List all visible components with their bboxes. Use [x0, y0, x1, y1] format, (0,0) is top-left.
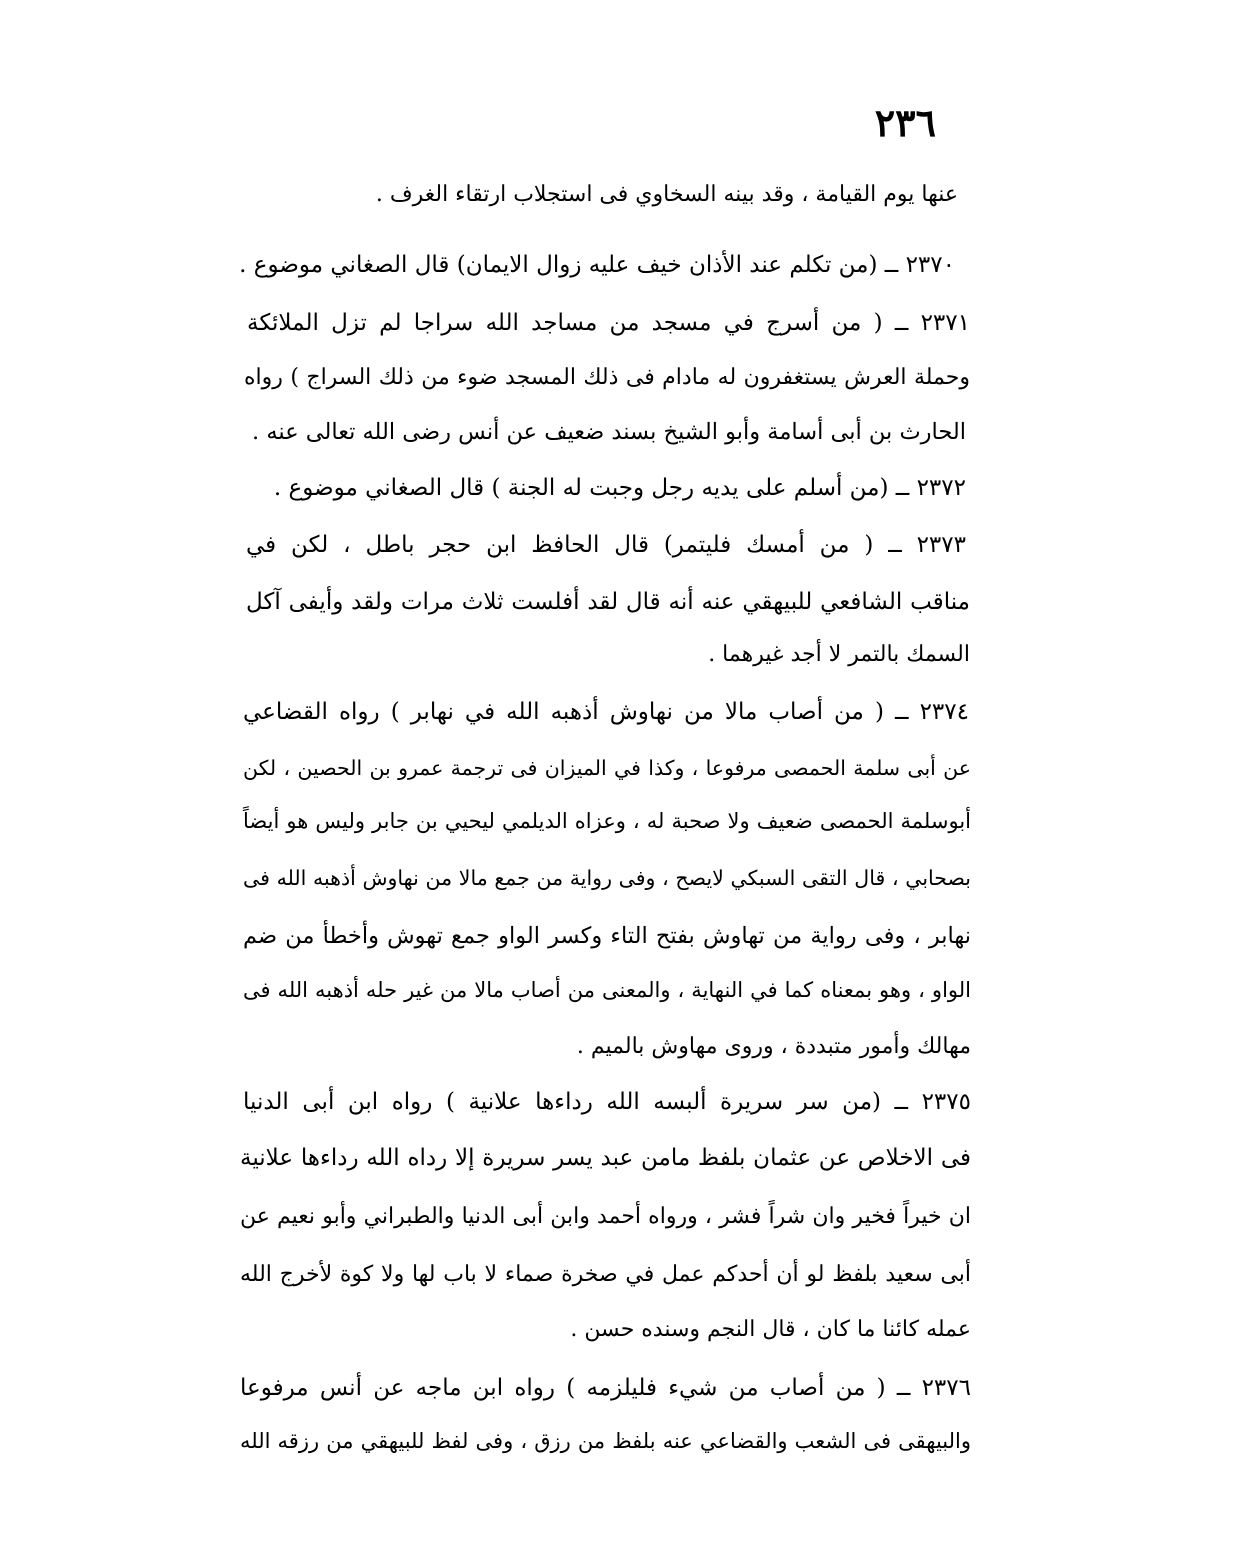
text-line: نهابر ، وفى رواية من تهاوش بفتح التاء وكسر الواو جمع تهوش وأخطأ من ضم: [243, 923, 971, 949]
text-line: وحملة العرش يستغفرون له مادام فى ذلك المسجد ضوء من ذلك السراج ) رواه: [244, 365, 970, 390]
page-number: ٢٣٦: [874, 100, 936, 145]
text-line: عنها يوم القيامة ، وقد بينه السخاوي فى استجلاب ارتقاء الغرف .: [375, 182, 958, 207]
text-line: السمك بالتمر لا أجد غيرهما .: [708, 642, 970, 667]
text-line: عمله كائنا ما كان ، قال النجم وسنده حسن .: [570, 1317, 971, 1342]
text-line: أبى سعيد بلفظ لو أن أحدكم عمل في صخرة صماء لا باب لها ولا كوة لأخرج الله: [240, 1262, 971, 1287]
text-line: أبوسلمة الحمصى ضعيف ولا صحبة له ، وعزاه الديلمي ليحيي بن جابر وليس هو أيضاً: [243, 809, 971, 833]
text-line: عن أبى سلمة الحمصى مرفوعا ، وكذا في الميزان فى ترجمة عمرو بن الحصين ، لكن: [243, 756, 971, 780]
text-line: مهالك وأمور متبددة ، وروى مهاوش بالميم .: [576, 1034, 971, 1059]
text-line: فى الاخلاص عن عثمان بلفظ مامن عبد يسر سريرة إلا رداه الله رداءها علانية: [240, 1145, 971, 1171]
text-line: الحارث بن أبى أسامة وأبو الشيخ بسند ضعيف عن أنس رضى الله تعالى عنه .: [252, 419, 966, 445]
text-line: مناقب الشافعي للبيهقي عنه أنه قال لقد أفلست ثلاث مرات ولقد وأيفى آكل: [246, 589, 970, 615]
text-line: ٢٣٧٦ ــ ( من أصاب من شيء فليلزمه ) رواه ابن ماجه عن أنس مرفوعا: [240, 1375, 971, 1401]
text-line: ان خيراً فخير وان شراً فشر ، ورواه أحمد وابن أبى الدنيا والطبراني وأبو نعيم عن: [240, 1204, 971, 1229]
text-line: ٢٣٧٤ ــ ( من أصاب مالا من نهاوش أذهبه الله في نهابر ) رواه القضاعي: [243, 699, 969, 725]
text-line: والبيهقى فى الشعب والقضاعي عنه بلفظ من رزق ، وفى لفظ للبيهقي من رزقه الله: [240, 1429, 971, 1453]
text-line: ٢٣٧٥ ــ (من سر سريرة ألبسه الله رداءها علانية ) رواه ابن أبى الدنيا: [243, 1089, 971, 1115]
text-line: الواو ، وهو بمعناه كما في النهاية ، والمعنى من أصاب مالا من غير حله أذهبه الله فى: [243, 978, 971, 1002]
text-line: ٢٣٧١ ــ ( من أسرج في مسجد من مساجد الله سراجا لم تزل الملائكة: [247, 310, 970, 336]
text-line: ٢٣٧٢ ــ (من أسلم على يديه رجل وجبت له الجنة ) قال الصغاني موضوع .: [273, 475, 966, 501]
text-line: ٢٣٧٠ ــ (من تكلم عند الأذان خيف عليه زوال الايمان) قال الصغاني موضوع .: [239, 252, 955, 278]
text-line: بصحابي ، قال التقى السبكي لايصح ، وفى رواية من جمع مالا من نهاوش أذهبه الله فى: [243, 866, 971, 890]
text-line: ٢٣٧٣ ــ ( من أمسك فليتمر) قال الحافظ ابن حجر باطل ، لكن في: [246, 532, 966, 558]
